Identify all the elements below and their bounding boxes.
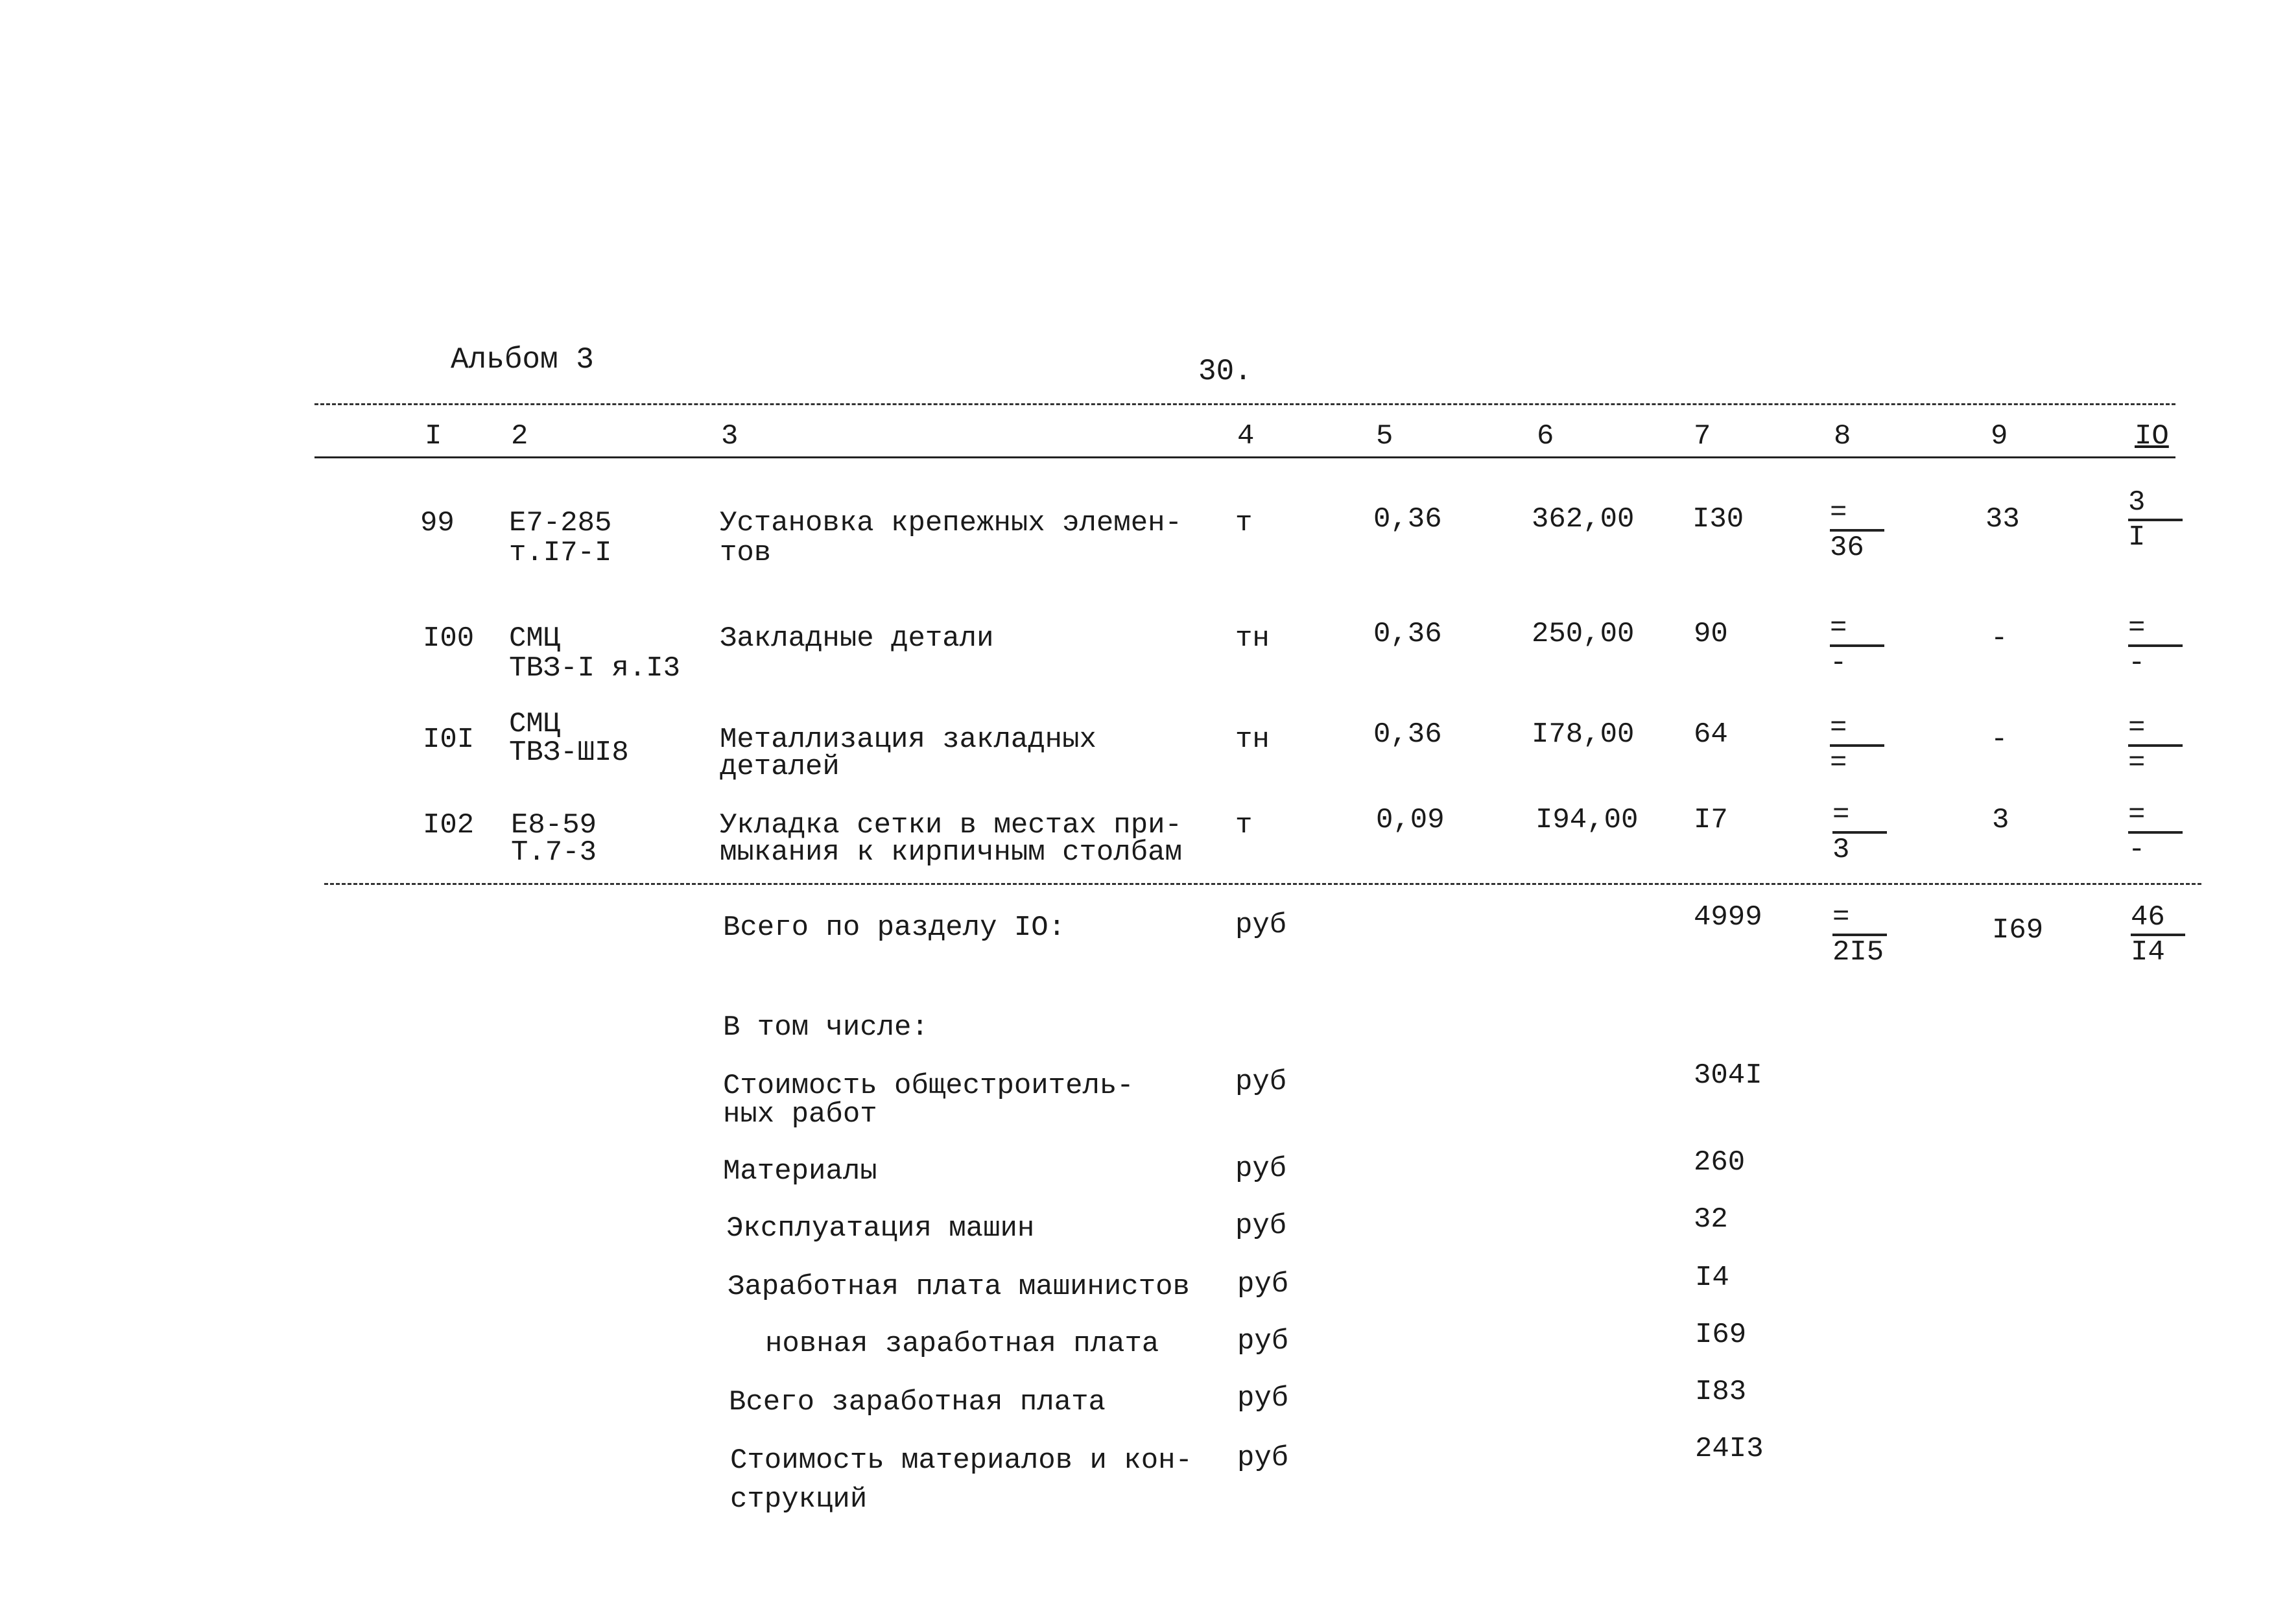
breakdown-value: I69: [1695, 1319, 1747, 1351]
row-description-line2: деталей: [720, 751, 840, 783]
row-code: СМЦ: [509, 708, 561, 740]
fraction-denominator: 2I5: [1832, 936, 1884, 969]
fraction-denominator: -: [2128, 834, 2146, 866]
breakdown-label: Заработная плата машинистов: [728, 1271, 1190, 1303]
row-code: Е7-285: [509, 507, 612, 539]
row-col10-fraction: [2128, 713, 2186, 778]
fraction-denominator: I4: [2131, 936, 2165, 969]
row-description: Закладные детали: [720, 622, 994, 655]
breakdown-unit: руб: [1237, 1382, 1289, 1415]
row-col8-fraction: [1830, 613, 1888, 678]
summary-total: 4999: [1694, 901, 1762, 934]
col-header-4: 4: [1237, 420, 1255, 453]
row-col9: 3: [1992, 804, 2009, 836]
breakdown-value: 24I3: [1695, 1433, 1764, 1465]
row-quantity: 0,09: [1376, 804, 1445, 836]
summary-col8-fraction: [1832, 902, 1891, 967]
breakdown-unit: руб: [1235, 1210, 1287, 1242]
col-header-10: IO: [2135, 420, 2169, 453]
row-col8-fraction: [1830, 713, 1888, 778]
fraction-denominator: =: [2128, 747, 2146, 779]
row-col10-fraction: [2128, 613, 2186, 678]
summary-label: Всего по разделу IO:: [723, 912, 1066, 944]
col-header-3: 3: [721, 420, 739, 453]
row-description: Металлизация закладных: [720, 724, 1096, 756]
row-description: Укладка сетки в местах при-: [720, 809, 1182, 841]
fraction-numerator: =: [2128, 612, 2146, 644]
fraction-numerator: =: [1832, 799, 1850, 831]
row-total: 90: [1694, 618, 1728, 650]
row-number: I0I: [423, 724, 475, 756]
row-unit-price: 362,00: [1532, 503, 1635, 535]
breakdown-label: Эксплуатация машин: [726, 1212, 1035, 1245]
row-col8-fraction: [1830, 498, 1888, 563]
fraction-numerator: =: [2128, 799, 2146, 831]
fraction-numerator: =: [1830, 612, 1847, 644]
row-code: СМЦ: [509, 622, 561, 655]
col-header-9: 9: [1991, 420, 2008, 453]
fraction-denominator: I: [2128, 521, 2146, 554]
header-bottom-rule: [314, 456, 2175, 458]
row-unit: т: [1235, 809, 1253, 841]
row-total: I30: [1692, 503, 1744, 535]
breakdown-value: 32: [1694, 1203, 1728, 1236]
breakdown-label: новная заработная плата: [765, 1328, 1159, 1360]
row-description-line2: мыкания к кирпичным столбам: [720, 836, 1182, 869]
breakdown-value: I83: [1695, 1376, 1747, 1408]
breakdown-label-line2: струкций: [730, 1483, 868, 1516]
breakdown-unit: руб: [1235, 1066, 1287, 1098]
breakdown-unit: руб: [1237, 1268, 1289, 1300]
row-description: Установка крепежных элемен-: [720, 507, 1182, 539]
summary-col9: I69: [1992, 914, 2044, 947]
row-col9: -: [1991, 724, 2008, 756]
breakdown-label: Всего заработная плата: [729, 1386, 1106, 1418]
table-bottom-rule: [324, 883, 2201, 885]
col-header-7: 7: [1694, 420, 1711, 453]
fraction-numerator: =: [1830, 712, 1847, 744]
breakdown-value: 260: [1694, 1146, 1746, 1179]
fraction-numerator: 3: [2128, 486, 2146, 519]
page-number: 30.: [1198, 355, 1252, 388]
fraction-numerator: =: [2128, 712, 2146, 744]
col-header-6: 6: [1537, 420, 1554, 453]
row-number: I02: [423, 809, 475, 841]
row-unit-price: 250,00: [1532, 618, 1635, 650]
fraction-numerator: 46: [2131, 901, 2165, 934]
col-header-5: 5: [1376, 420, 1393, 453]
breakdown-unit: руб: [1237, 1325, 1289, 1358]
row-unit: т: [1235, 507, 1253, 539]
row-unit-price: I78,00: [1532, 718, 1635, 751]
row-total: 64: [1694, 718, 1728, 751]
row-number: 99: [420, 507, 455, 539]
row-quantity: 0,36: [1373, 718, 1442, 751]
fraction-denominator: -: [1830, 647, 1847, 679]
header-top-rule: [314, 403, 2175, 405]
breakdown-label-line2: ных работ: [723, 1098, 877, 1131]
row-code-line2: т.I7-I: [509, 537, 612, 569]
fraction-denominator: =: [1830, 747, 1847, 779]
fraction-numerator: =: [1830, 497, 1847, 529]
row-code: Е8-59: [511, 809, 597, 841]
row-code-line2: Т.7-3: [511, 836, 597, 869]
breakdown-unit: руб: [1235, 1153, 1287, 1185]
fraction-denominator: 3: [1832, 834, 1850, 866]
row-col9: -: [1991, 622, 2008, 655]
fraction-denominator: -: [2128, 647, 2146, 679]
album-label: Альбом 3: [451, 343, 594, 377]
fraction-numerator: =: [1832, 901, 1850, 934]
summary-unit: руб: [1235, 909, 1287, 941]
summary-col10-fraction: [2131, 902, 2189, 967]
col-header-8: 8: [1834, 420, 1851, 453]
row-description-line2: тов: [720, 537, 772, 569]
row-unit: тн: [1235, 724, 1270, 756]
row-col8-fraction: [1832, 800, 1891, 865]
breakdown-label: Стоимость общестроитель-: [723, 1070, 1134, 1102]
row-code-line2: ТВЗ-I я.I3: [509, 652, 681, 685]
breakdown-label: Стоимость материалов и кон-: [730, 1444, 1192, 1477]
row-col10-fraction: [2128, 800, 2186, 865]
breakdown-value: I4: [1695, 1262, 1729, 1294]
row-number: I00: [423, 622, 475, 655]
breakdown-title: В том числе:: [723, 1011, 929, 1044]
row-code-line2: ТВЗ-ШI8: [509, 736, 629, 769]
breakdown-value: 304I: [1694, 1059, 1762, 1092]
row-col10-fraction: [2128, 488, 2186, 552]
row-quantity: 0,36: [1373, 503, 1442, 535]
breakdown-unit: руб: [1237, 1442, 1289, 1474]
row-quantity: 0,36: [1373, 618, 1442, 650]
col-header-2: 2: [511, 420, 528, 453]
row-col9: 33: [1985, 503, 2020, 535]
row-unit-price: I94,00: [1535, 804, 1639, 836]
row-total: I7: [1694, 804, 1728, 836]
row-unit: тн: [1235, 622, 1270, 655]
col-header-1: I: [425, 420, 442, 453]
fraction-denominator: 36: [1830, 532, 1864, 564]
breakdown-label: Материалы: [723, 1155, 877, 1188]
